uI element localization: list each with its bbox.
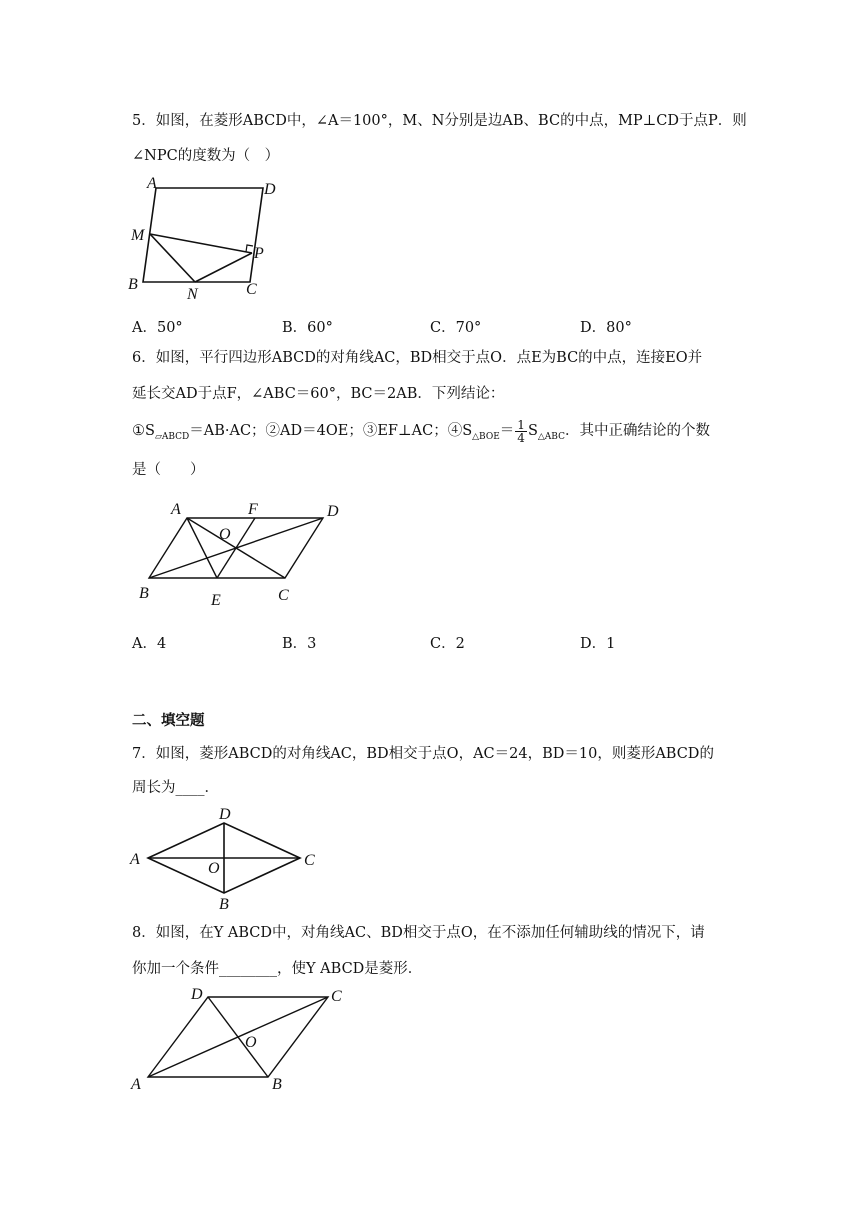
- q6-label-f: F: [248, 501, 258, 518]
- q8-figure: [128, 985, 353, 1095]
- q8-label-a: A: [131, 1076, 141, 1093]
- q6-fraction: [515, 419, 527, 444]
- q8-label-c: C: [331, 988, 342, 1005]
- q5-option-b: B．60°: [282, 320, 333, 336]
- q6-label-c: C: [278, 587, 289, 604]
- q5-label-d: D: [264, 181, 276, 198]
- q6-option-c: C．2: [430, 636, 465, 652]
- q7-line2: 周长为____．: [132, 780, 219, 796]
- q8-label-o: O: [245, 1034, 257, 1051]
- q6-label-b: B: [139, 585, 149, 602]
- q5-option-a: A．50°: [132, 320, 183, 336]
- q6-label-d: D: [327, 503, 339, 520]
- q5-label-n: N: [187, 286, 198, 303]
- q5-figure: [125, 175, 285, 303]
- q6-sub-abc: △ABC: [537, 431, 565, 442]
- q8-label-d: D: [191, 986, 203, 1003]
- q6-label-o: O: [219, 526, 231, 543]
- q6-sub-abcd: ▱ABCD: [154, 431, 190, 442]
- q6-option-a: A．4: [132, 636, 167, 652]
- q5-label-a: A: [147, 175, 157, 192]
- q5-segment-np: [195, 253, 252, 282]
- q7-figure: [128, 803, 328, 913]
- q7-label-a: A: [130, 851, 140, 868]
- q5-line1: 5．如图，在菱形ABCD中，∠A＝100°，M、N分别是边AB、BC的中点，MP⊥CD于点P．则: [132, 113, 747, 129]
- q6-frac-num: 1: [517, 417, 525, 432]
- q6-frac-den: 4: [517, 430, 525, 445]
- q6-sub-boe: △BOE: [472, 431, 500, 442]
- section-fill-in-title: 二、填空题: [132, 713, 205, 729]
- q6-label-a: A: [171, 501, 181, 518]
- q6-line4: 是（ ）: [132, 462, 205, 478]
- q6-equals: ＝: [499, 423, 515, 439]
- q6-line3: [132, 418, 710, 450]
- q6-tail: ．其中正确结论的个数: [564, 423, 710, 439]
- q5-line2: ∠NPC的度数为（ ）: [132, 148, 280, 164]
- q6-option-d: D．1: [580, 636, 616, 652]
- q6-s: S: [527, 423, 538, 439]
- q7-label-d: D: [219, 806, 231, 823]
- q7-label-c: C: [304, 852, 315, 869]
- q6-conclusion-1-start: ①S: [132, 423, 155, 439]
- q6-line2: 延长交AD于点F，∠ABC＝60°，BC＝2AB．下列结论：: [132, 386, 505, 402]
- q5-label-p: P: [254, 245, 264, 262]
- q6-figure: [135, 498, 350, 610]
- q5-option-d: D．80°: [580, 320, 632, 336]
- q5-label-c: C: [246, 281, 257, 298]
- q6-option-b: B．3: [282, 636, 317, 652]
- q5-option-c: C．70°: [430, 320, 482, 336]
- q6-label-e: E: [211, 592, 221, 609]
- q8-diagonal-bd: [208, 997, 268, 1077]
- q8-line1: 8．如图，在Y ABCD中，对角线AC、BD相交于点O，在不添加任何辅助线的情况下，请: [132, 925, 705, 941]
- q5-rhombus: [143, 188, 263, 282]
- q6-conclusions-mid: ＝AB·AC；②AD＝4OE；③EF⊥AC；④S: [189, 423, 473, 439]
- q5-label-b: B: [128, 276, 138, 293]
- q8-line2: 你加一个条件________，使Y ABCD是菱形．: [132, 961, 423, 977]
- q7-label-b: B: [219, 896, 229, 913]
- q5-label-m: M: [131, 227, 145, 244]
- q5-right-angle-mark: [246, 245, 253, 252]
- q7-label-o: O: [208, 860, 220, 877]
- q8-label-b: B: [272, 1076, 282, 1093]
- q7-line1: 7．如图，菱形ABCD的对角线AC，BD相交于点O，AC＝24，BD＝10，则菱形ABCD的: [132, 746, 714, 762]
- q6-line1: 6．如图，平行四边形ABCD的对角线AC，BD相交于点O．点E为BC的中点，连接EO并: [132, 350, 703, 366]
